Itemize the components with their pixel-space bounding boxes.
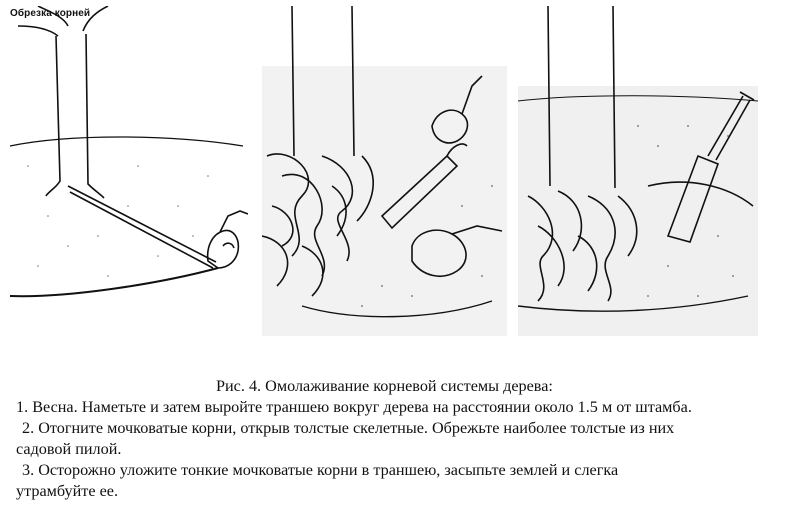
tree-marking-drawing <box>8 6 248 336</box>
caption-title: Рис. 4. Омолаживание корневой системы дерева: <box>216 377 553 395</box>
caption-step-3-line-2: утрамбуйте ее. <box>16 482 118 500</box>
caption-step-2-line-1: 2. Отогните мочковатые корни, открыв толстые скелетные. Обрежьте наиболее толстые из них <box>22 419 675 437</box>
illustration-panel-3 <box>518 6 758 336</box>
caption-step-3-line-1: 3. Осторожно уложите тонкие мочковатые корни в траншею, засыпьте землей и слегка <box>22 461 619 479</box>
root-laying-drawing <box>518 6 758 336</box>
figure-caption <box>16 376 796 502</box>
figure-corner-label: Обрезка корней <box>10 8 91 19</box>
root-sawing-drawing <box>262 6 507 336</box>
illustration-panel-1 <box>8 6 248 336</box>
caption-step-2-line-2: садовой пилой. <box>16 440 122 458</box>
caption-step-1: 1. Весна. Наметьте и затем выройте траншею вокруг дерева на расстоянии около 1.5 м от штамба. <box>16 398 692 416</box>
illustration-panel-2 <box>262 6 507 336</box>
